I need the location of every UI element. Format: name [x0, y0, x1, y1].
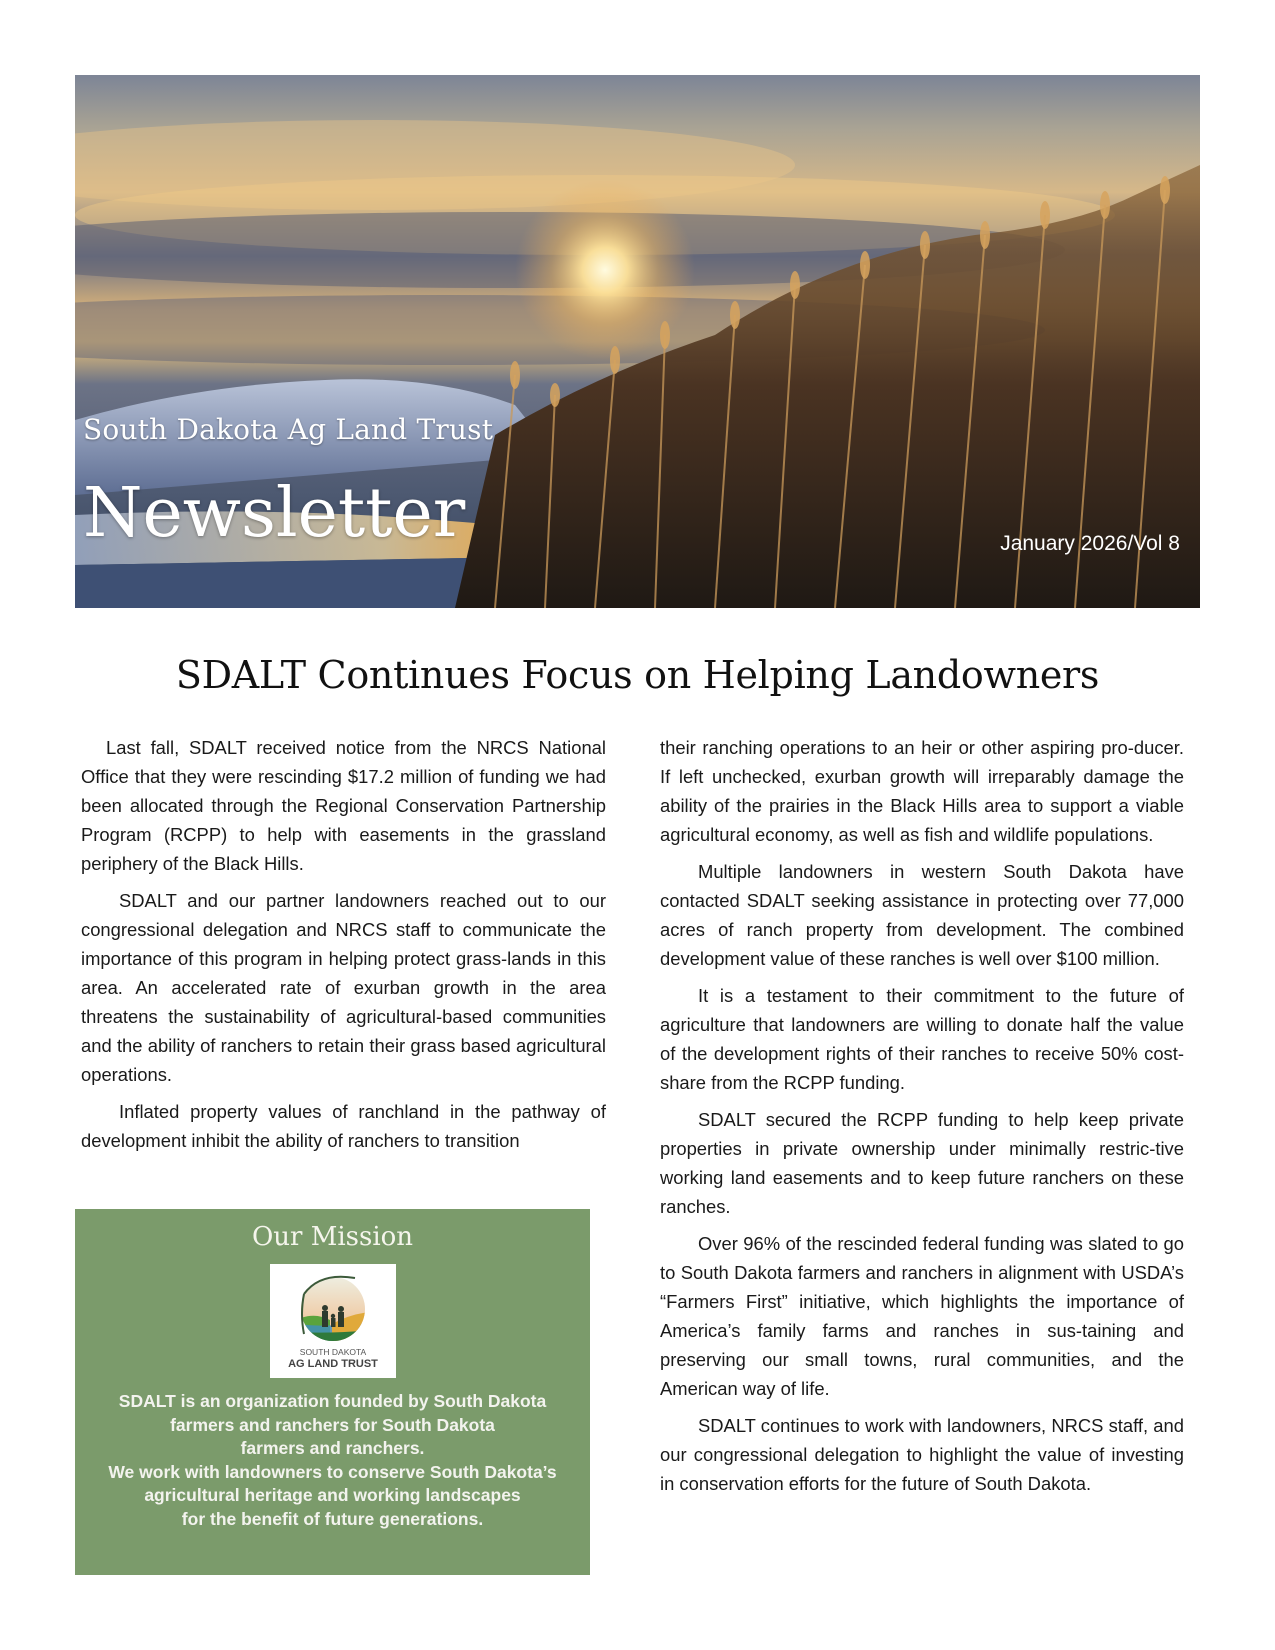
mission-heading: Our Mission — [251, 1222, 414, 1252]
article-paragraph: It is a testament to their commitment to the future of agriculture that landowners are willing to donate half the value of the development rights of their ranches to receive 50% cost-share from the RCPP funding. — [660, 985, 1184, 1093]
mission-line: agricultural heritage and working landscapes — [144, 1485, 521, 1505]
mission-line: farmers and ranchers for South Dakota — [170, 1414, 495, 1435]
article-headline: SDALT Continues Focus on Helping Landowners — [175, 653, 1100, 697]
logo-text-line1: SOUTH DAKOTA — [299, 1347, 366, 1357]
article-paragraph: Last fall, SDALT received notice from the NRCS National Office that they were rescinding $17.2 million of funding we had been allocated through the Regional Conservation Partnership Program (RCPP) to help with easements in the grassland periphery of the Black Hills. — [81, 737, 606, 874]
sdalt-logo-icon — [270, 1264, 396, 1378]
article-column-left — [81, 733, 606, 1163]
logo-text-line2: AG LAND TRUST — [287, 1358, 378, 1370]
article-paragraph: SDALT continues to work with landowners, NRCS staff, and our congressional delegation to highlight the value of investing in conservation efforts for the future of South Dakota. — [660, 1415, 1184, 1494]
article-paragraph: Over 96% of the rescinded federal funding was slated to go to South Dakota farmers and ranchers in alignment with USDA’s “Farmers First” initiative, which highlights the importance of America’s family farms and ranches in sus-taining and preserving our small towns, rural communities, and the American way of life. — [660, 1233, 1184, 1399]
mission-line: SDALT is an organization founded by South Dakota — [118, 1391, 547, 1411]
mission-line: farmers and ranchers. — [240, 1438, 425, 1458]
mission-line: for the benefit of future generations. — [181, 1508, 484, 1529]
article-paragraph: Multiple landowners in western South Dakota have contacted SDALT seeking assistance in protecting over 77,000 acres of ranch property from development. The combined development value of these ranches is well over $100 million. — [660, 861, 1184, 969]
newsletter-title: Newsletter — [83, 474, 466, 553]
article-paragraph: SDALT secured the RCPP funding to help keep private properties in private ownership under minimally restric-tive working land easements and to keep future ranchers on these ranches. — [660, 1109, 1184, 1217]
article-paragraph: their ranching operations to an heir or other aspiring pro-ducer. If left unchecked, exurban growth will irreparably damage the ability of the prairies in the Black Hills area to support a viable agricultural economy, as well as fish and wildlife populations. — [660, 737, 1184, 845]
header-photo-banner — [75, 75, 1200, 608]
organization-name: South Dakota Ag Land Trust — [83, 413, 494, 446]
mission-statement — [75, 1390, 590, 1531]
article-paragraph: SDALT and our partner landowners reached out to our congressional delegation and NRCS staff to communicate the importance of this program in helping protect grass-lands in this area. An accelerated rate of exurban growth in the area threatens the sustainability of agricultural-based communities and the ability of ranchers to retain their grass based agricultural operations. — [81, 890, 606, 1085]
issue-date: January 2026/Vol 8 — [1000, 532, 1180, 555]
mission-line: We work with landowners to conserve South Dakota’s — [108, 1461, 557, 1482]
mission-box — [75, 1209, 590, 1575]
article-paragraph: Inflated property values of ranchland in the pathway of development inhibit the ability of ranchers to transition — [81, 1101, 606, 1151]
article-column-right — [660, 733, 1184, 1506]
sdalt-logo — [270, 1264, 396, 1378]
